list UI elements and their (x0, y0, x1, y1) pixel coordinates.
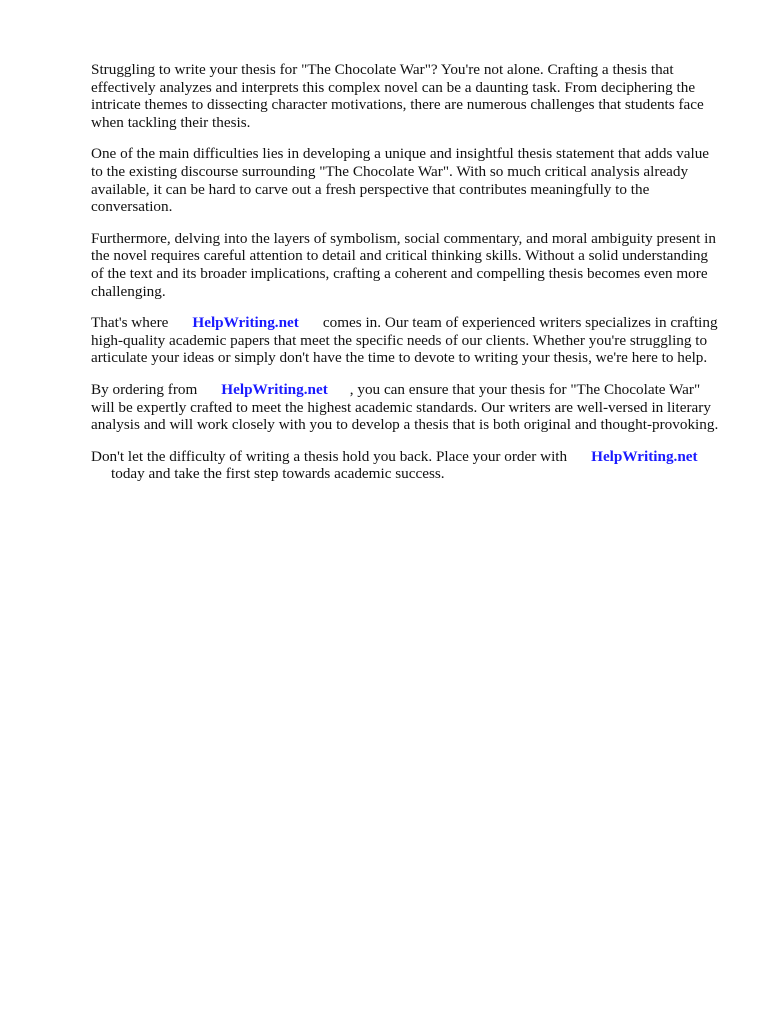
paragraph-cta-rest: today and take the first step towards academic success. (111, 465, 445, 483)
paragraph-cta-lead: Don't let the difficulty of writing a thesis hold you back. Place your order with (91, 447, 568, 465)
paragraph-cta (91, 448, 723, 483)
paragraph-intro: Struggling to write your thesis for "The Chocolate War"? You're not alone. Crafting a thesis that effectively analyzes and interprets this complex novel can be a daunting task. From deciphering the intricate themes to dissecting character motivations, there are numerous challenges that students face when tackling their thesis. (91, 61, 704, 131)
paragraph-ordering (91, 381, 723, 434)
paragraph-ordering-lead: By ordering from (91, 380, 198, 398)
paragraph-service (91, 314, 723, 367)
paragraph-ordering-rest: , you can ensure that your thesis for "The Chocolate War" will be expertly crafted to meet the highest academic standards. Our writers are well-versed in literary analysis and will work closely with you to develop a thesis that is both original and thought-provoking. (91, 380, 719, 434)
paragraph-service-lead: That's where (91, 314, 169, 332)
document-page (91, 60, 723, 497)
paragraph-difficulty: One of the main difficulties lies in developing a unique and insightful thesis statement that adds value to the existing discourse surrounding "The Chocolate War". With so much critical analysis already available, it can be hard to carve out a fresh perspective that contributes meaningfully to the conversation. (91, 145, 710, 216)
helpwriting-link[interactable]: HelpWriting.net (591, 447, 698, 465)
paragraph-furthermore: Furthermore, delving into the layers of symbolism, social commentary, and moral ambiguity present in the novel requires careful attention to detail and critical thinking skills. Without a solid understanding of the text and its broader implications, crafting a coherent and compelling thesis becomes even more challenging. (91, 229, 716, 300)
helpwriting-link[interactable]: HelpWriting.net (192, 314, 299, 332)
helpwriting-link[interactable]: HelpWriting.net (221, 380, 328, 398)
paragraph-service-rest: comes in. Our team of experienced writers specializes in crafting high-quality academic papers that meet the specific needs of our clients. Whether you're struggling to articulate your ideas or simply don't have the time to devote to writing your thesis, we're here to help. (91, 314, 718, 367)
